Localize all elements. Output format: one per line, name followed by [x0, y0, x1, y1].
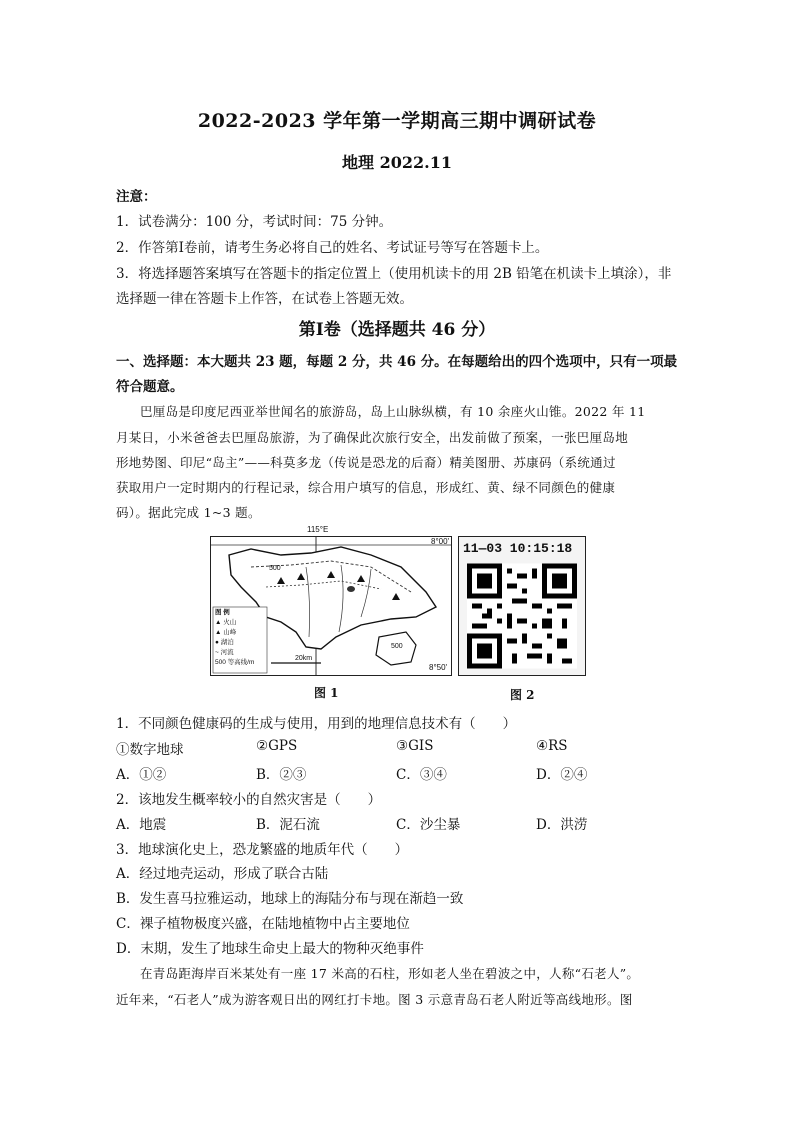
option: C．③④: [396, 767, 447, 783]
option: C．沙尘暴: [396, 817, 461, 833]
notice-heading: 注意：: [116, 189, 157, 205]
item: ②GPS: [256, 738, 298, 754]
section-instruction: 符合题意。: [116, 379, 184, 395]
latitude-top-label: 8°00': [431, 537, 450, 546]
legend-item: 等高线/m: [227, 659, 255, 666]
figure1-caption: 图 1: [314, 686, 339, 700]
legend-title: 图 例: [215, 609, 230, 616]
question-options: [116, 763, 676, 783]
river-icon: ~: [215, 649, 221, 656]
question-items: [116, 738, 676, 758]
legend-contour-value: 500: [215, 659, 226, 666]
longitude-label: 115°E: [307, 525, 329, 534]
question-stem: 3．地球演化史上，恐龙繁盛的地质年代（ ）: [116, 842, 409, 858]
passage-line: 巴厘岛是印度尼西亚举世闻名的旅游岛，岛上山脉纵横，有 10 余座火山锥。2022 年 11: [140, 404, 646, 419]
option: B．泥石流: [256, 817, 320, 833]
passage-line: 获取用户一定时期内的行程记录，综合用户填写的信息，形成红、黄、绿不同颜色的健康: [116, 480, 616, 495]
item: ①数字地球: [116, 742, 184, 758]
option: A．地震: [116, 817, 167, 833]
section-title: 第Ⅰ卷（选择题共 46 分）: [298, 320, 496, 340]
option: C．裸子植物极度兴盛，在陆地植物中占主要地位: [116, 916, 410, 932]
volcano-icon: ▲: [215, 619, 224, 626]
contour-label: 500: [269, 565, 281, 572]
passage-line: 月某日，小米爸爸去巴厘岛旅游，为了确保此次旅行安全，出发前做了预案，一张巴厘岛地: [116, 430, 629, 445]
passage-line: 形地势图、印尼“岛主”——科莫多龙（传说是恐龙的后裔）精美图册、苏康码（系统通过: [116, 455, 616, 470]
notice-item: 3．将选择题答案填写在答题卡的指定位置上（使用机读卡的用 2B 铅笔在机读卡上填涂），非: [116, 266, 672, 282]
option: A．经过地壳运动，形成了联合古陆: [116, 866, 329, 882]
legend-item: 河流: [220, 649, 234, 656]
legend-item: 湖泊: [220, 639, 234, 646]
question-options: [116, 813, 676, 833]
code-timestamp: 11—03 10:15:18: [463, 541, 573, 556]
exam-subject: 地理 2022.11: [342, 153, 452, 172]
item: ④RS: [536, 738, 568, 754]
qr-code-icon: [467, 563, 577, 669]
passage-line: 近年来，“石老人”成为游客观日出的网红打卡地。图 3 示意青岛石老人附近等高线地形。图: [116, 992, 633, 1007]
exam-title: 2022-2023 学年第一学期高三期中调研试卷: [197, 110, 597, 132]
notice-item: 2．作答第Ⅰ卷前，请考生务必将自己的姓名、考试证号等写在答题卡上。: [116, 240, 549, 256]
figure2-caption: 图 2: [510, 688, 535, 702]
peak-icon: ▲: [215, 629, 224, 636]
notice-item: 1．试卷满分：100 分，考试时间：75 分钟。: [116, 214, 393, 230]
item: ③GIS: [396, 738, 434, 754]
option: B．②③: [256, 767, 307, 783]
option: D．洪涝: [536, 817, 588, 833]
question-stem: 2．该地发生概率较小的自然灾害是（ ）: [116, 792, 382, 808]
latitude-bottom-label: 8°50': [429, 663, 448, 672]
legend-item: 山峰: [223, 629, 237, 636]
notice-item: 选择题一律在答题卡上作答，在试卷上答题无效。: [116, 291, 413, 307]
option: A．①②: [116, 767, 167, 783]
option: D．末期，发生了地球生命史上最大的物种灭绝事件: [116, 941, 424, 957]
question-stem: 1．不同颜色健康码的生成与使用，用到的地理信息技术有（ ）: [116, 716, 517, 732]
scale-label: 20km: [295, 655, 313, 662]
lake-icon: ●: [215, 639, 221, 646]
option: D．②④: [536, 767, 588, 783]
passage-line: 在青岛距海岸百米某处有一座 17 米高的石柱，形如老人坐在碧波之中，人称“石老人”。: [140, 966, 640, 981]
section-instruction: 一、选择题：本大题共 23 题，每题 2 分，共 46 分。在每题给出的四个选项中，只有一项最: [116, 354, 678, 370]
figure2-health-code: [458, 536, 586, 676]
legend-item: 火山: [223, 619, 237, 626]
option: B．发生喜马拉雅运动，地球上的海陆分布与现在渐趋一致: [116, 891, 464, 907]
figure1-map: [210, 525, 452, 676]
map-legend: [215, 608, 254, 668]
contour-label: 500: [391, 643, 403, 650]
passage-line: 码）。据此完成 1~3 题。: [116, 505, 261, 520]
